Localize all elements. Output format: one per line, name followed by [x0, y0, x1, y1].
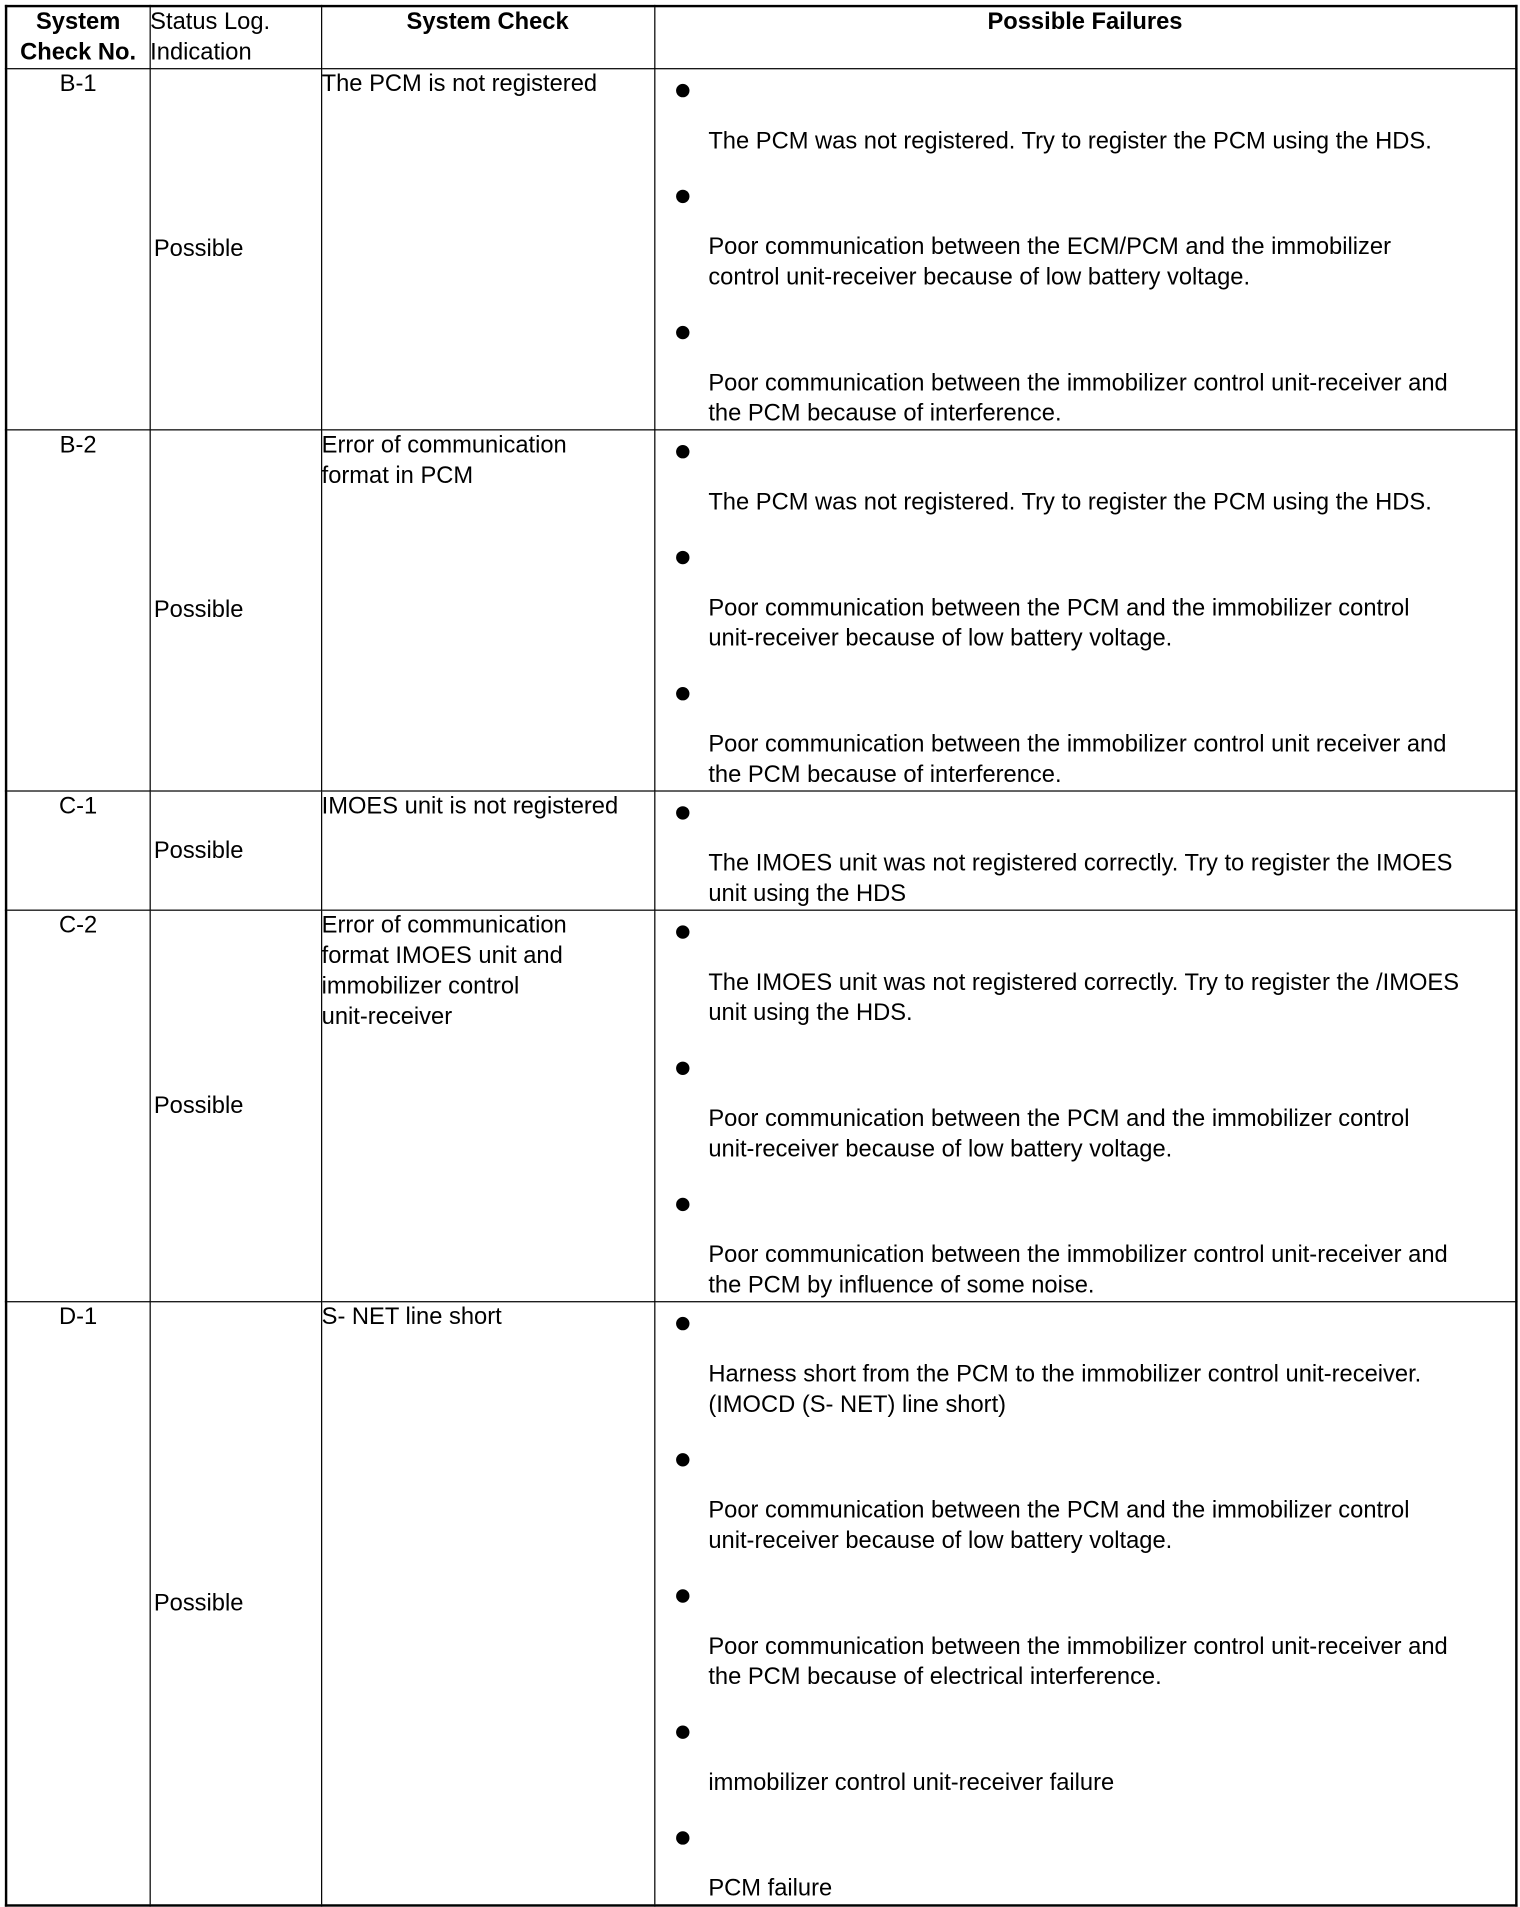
system-check-no-cell: C-1 [6, 791, 149, 910]
table-row [6, 791, 1516, 910]
failure-text [708, 175, 1515, 311]
header-line: Status Log. [150, 8, 271, 36]
failure-text [708, 792, 1515, 910]
failure-text [708, 1183, 1515, 1301]
failure-item [655, 792, 1515, 910]
failure-text [708, 911, 1515, 1047]
failure-line: the PCM by influence of some noise. [708, 1271, 1095, 1299]
status-log-cell [150, 69, 321, 430]
system-check-line: unit-receiver [321, 1003, 453, 1030]
failure-line: unit-receiver because of low battery voltage. [708, 625, 1173, 652]
failure-line: control unit-receiver because of low battery voltage. [708, 263, 1251, 291]
header-line: System [35, 8, 121, 36]
failure-text [708, 311, 1515, 429]
header-possible-failures: Possible Failures [654, 6, 1516, 69]
bullet-icon [675, 1726, 688, 1739]
bullet-icon [675, 551, 688, 564]
header-status-log [150, 6, 321, 69]
bullet-icon [675, 925, 688, 938]
status-log-cell [150, 910, 321, 1302]
failure-item [655, 911, 1515, 1047]
system-check-line: format IMOES unit and [321, 942, 563, 970]
bullet-icon [675, 1453, 688, 1466]
failure-line: the PCM because of interference. [708, 761, 1062, 788]
failure-text [708, 430, 1515, 536]
header-line: Check No. [20, 38, 137, 66]
bullet-icon [675, 806, 688, 819]
system-check-line: S- NET line short [321, 1303, 502, 1331]
bullet-icon [675, 1062, 688, 1075]
failure-line: Poor communication between the immobilizer control unit receiver and [708, 730, 1447, 758]
bullet-icon [675, 190, 688, 203]
system-check-line: The PCM is not registered [321, 70, 598, 98]
status-log-cell [150, 791, 321, 910]
failure-item [655, 1711, 1515, 1817]
failure-item [655, 1439, 1515, 1575]
failure-line: Poor communication between the immobilizer control unit-receiver and [708, 369, 1448, 397]
failure-item [655, 69, 1515, 175]
status-indication: Possible [153, 1589, 244, 1617]
system-check-line: format in PCM [321, 462, 474, 489]
failure-text [708, 1817, 1515, 1905]
system-check-cell [321, 791, 654, 910]
system-check-line: Error of communication [321, 912, 567, 939]
header-line: Indication [150, 38, 252, 66]
failure-item [655, 1183, 1515, 1301]
table-row [6, 430, 1516, 791]
failure-text [708, 1302, 1515, 1438]
status-indication: Possible [153, 235, 244, 263]
failure-text [708, 1439, 1515, 1575]
failure-item [655, 672, 1515, 790]
system-check-no-cell: B-1 [6, 69, 149, 430]
system-check-cell [321, 69, 654, 430]
system-check-table [5, 5, 1518, 1907]
bullet-icon [675, 1198, 688, 1211]
failure-line: PCM failure [708, 1875, 833, 1902]
status-log-cell [150, 430, 321, 791]
bullet-icon [675, 326, 688, 339]
failure-line: immobilizer control unit-receiver failure [708, 1769, 1115, 1797]
bullet-icon [675, 1589, 688, 1602]
failure-line: Poor communication between the immobilizer control unit-receiver and [708, 1241, 1448, 1269]
failure-item [655, 1817, 1515, 1905]
failure-text [708, 1047, 1515, 1183]
system-check-no-cell: C-2 [6, 910, 149, 1302]
failure-text [708, 672, 1515, 790]
failure-line: Poor communication between the PCM and the immobilizer control [708, 1496, 1410, 1524]
failure-line: the PCM because of electrical interference. [708, 1663, 1162, 1691]
failure-line: Poor communication between the PCM and the immobilizer control [708, 1105, 1410, 1133]
failure-item [655, 1302, 1515, 1438]
system-check-line: IMOES unit is not registered [321, 792, 619, 820]
table-row [6, 1302, 1516, 1906]
failure-line: The IMOES unit was not registered correctly. Try to register the IMOES [708, 849, 1453, 877]
failure-line: Poor communication between the immobilizer control unit-receiver and [708, 1633, 1448, 1660]
failure-line: Harness short from the PCM to the immobilizer control unit-receiver. [708, 1360, 1422, 1388]
failure-item [655, 1047, 1515, 1183]
failure-line: The IMOES unit was not registered correctly. Try to register the /IMOES [708, 969, 1460, 996]
table-row [6, 69, 1516, 430]
system-check-cell [321, 910, 654, 1302]
failure-text [708, 1575, 1515, 1711]
possible-failures-cell [654, 791, 1516, 910]
system-check-line: Error of communication [321, 431, 567, 459]
failure-item [655, 311, 1515, 429]
failure-text [708, 536, 1515, 672]
possible-failures-cell [654, 910, 1516, 1302]
status-indication: Possible [153, 836, 244, 864]
failure-line: the PCM because of interference. [708, 400, 1062, 427]
failure-line: (IMOCD (S- NET) line short) [708, 1391, 1007, 1418]
failure-line: The PCM was not registered. Try to register the PCM using the HDS. [708, 488, 1432, 516]
system-check-line: immobilizer control [321, 972, 520, 1000]
failure-text [708, 69, 1515, 175]
table-header-row [6, 6, 1516, 69]
system-check-no-cell: D-1 [6, 1302, 149, 1906]
failure-line: Poor communication between the PCM and the immobilizer control [708, 594, 1410, 622]
status-indication: Possible [153, 596, 244, 624]
failure-text [708, 1711, 1515, 1817]
status-indication: Possible [153, 1091, 244, 1119]
failure-line: unit-receiver because of low battery voltage. [708, 1135, 1173, 1163]
status-log-cell [150, 1302, 321, 1906]
system-check-cell [321, 430, 654, 791]
failure-item [655, 430, 1515, 536]
bullet-icon [675, 84, 688, 97]
failure-line: unit-receiver because of low battery voltage. [708, 1527, 1173, 1555]
failure-item [655, 536, 1515, 672]
system-check-no-cell: B-2 [6, 430, 149, 791]
failure-item [655, 1575, 1515, 1711]
failure-line: Poor communication between the ECM/PCM and the immobilizer [708, 233, 1391, 261]
system-check-cell [321, 1302, 654, 1906]
bullet-icon [675, 445, 688, 458]
failure-line: The PCM was not registered. Try to register the PCM using the HDS. [708, 127, 1432, 155]
header-system-check: System Check [321, 6, 654, 69]
possible-failures-cell [654, 69, 1516, 430]
header-system-check-no [6, 6, 149, 69]
possible-failures-cell [654, 430, 1516, 791]
table-body [6, 69, 1516, 1906]
possible-failures-cell [654, 1302, 1516, 1906]
failure-line: unit using the HDS [708, 880, 907, 908]
table-row [6, 910, 1516, 1302]
failure-item [655, 175, 1515, 311]
failure-line: unit using the HDS. [708, 999, 913, 1027]
bullet-icon [675, 687, 688, 700]
bullet-icon [675, 1317, 688, 1330]
bullet-icon [675, 1831, 688, 1844]
